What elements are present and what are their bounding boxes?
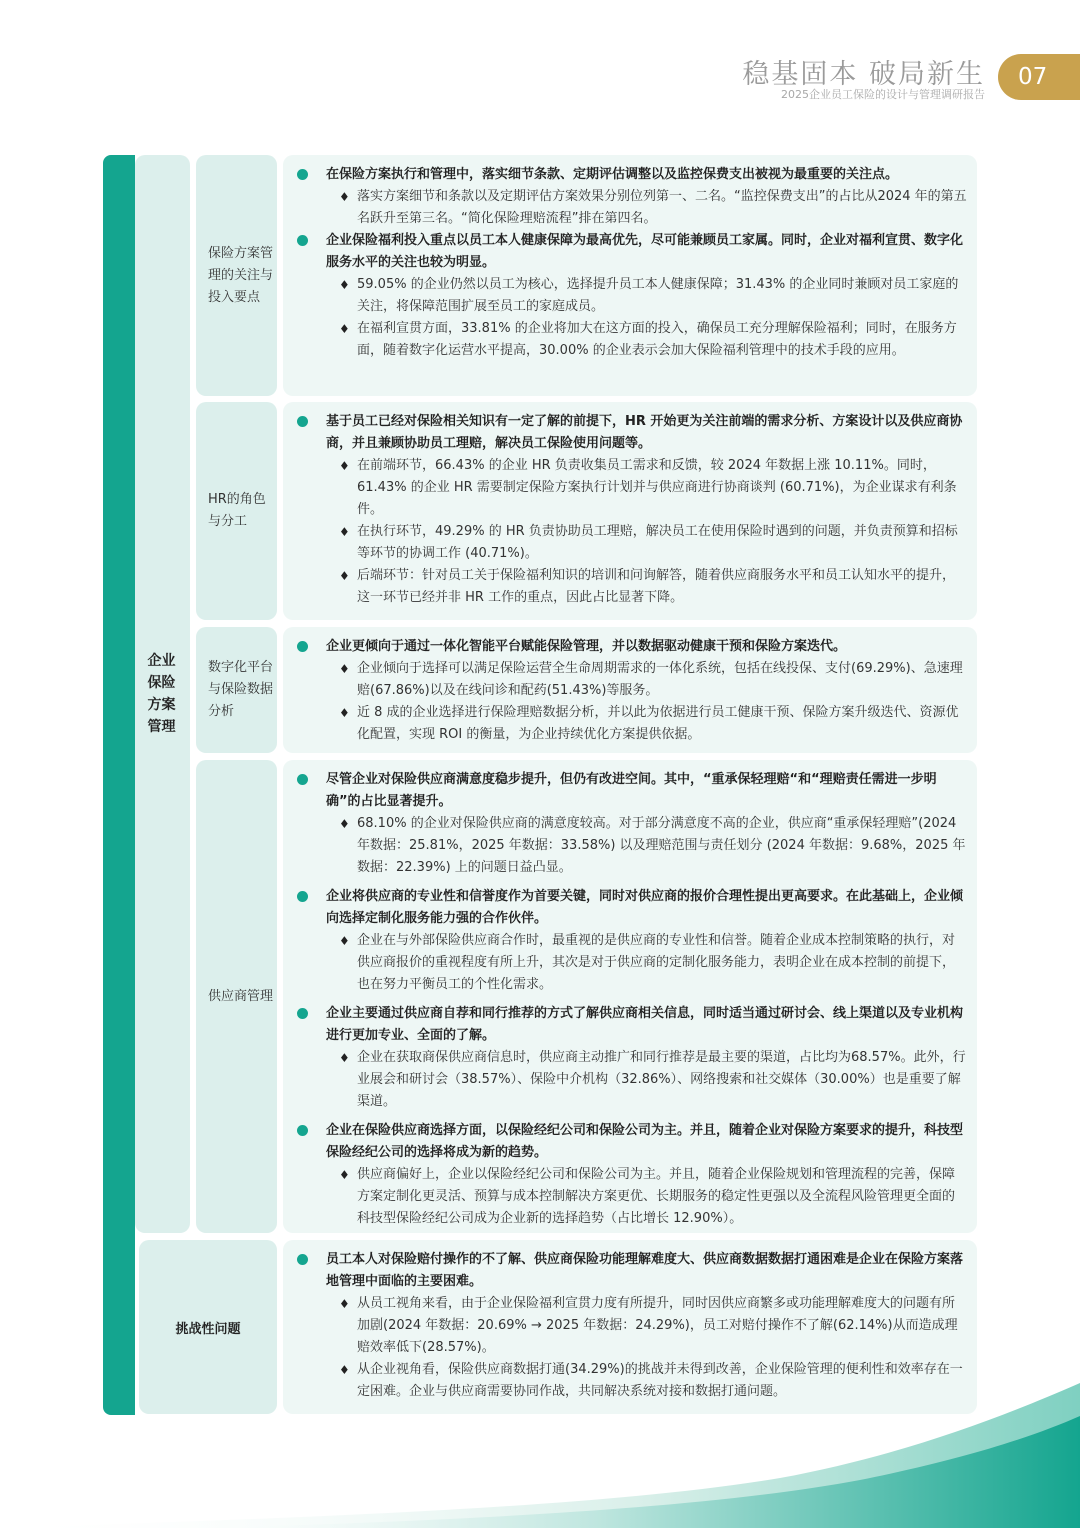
section-content <box>283 155 977 396</box>
detail-item: ♦ 68.10% 的企业对保险供应商的满意度较高。对于部分满意度不高的企业，供应商“重承保轻理赔”(2024 年数据：25.81%，2025 年数据：33.58%) 以及理赔范围与责任划分 (2024 年数据：9.68%，2025 年数据：22.39%) 上的问题日益凸显。 <box>297 813 967 879</box>
detail-item: ♦ 企业倾向于选择可以满足保险运营全生命周期需求的一体化系统，包括在线投保、支付(69.29%)、急速理赔(67.86%)以及在线问诊和配药(51.43%)等服务。 <box>297 658 967 702</box>
challenge-label: 挑战性问题 <box>175 1321 241 1337</box>
detail-item: ♦ 供应商偏好上，企业以保险经纪公司和保险公司为主。并且，随着企业保险规划和管理流程的完善，保障方案定制化更灵活、预算与成本控制解决方案更优、长期服务的稳定性更强以及全流程风险管理更全面的科技型保险经纪公司成为企业新的选择趋势（占比增长 12.90%）。 <box>297 1164 967 1230</box>
detail-item: ♦ 从企业视角看，保险供应商数据打通(34.29%)的挑战并未得到改善，企业保险管理的便利性和效率存在一定困难。企业与供应商需要协同作战，共同解决系统对接和数据打通问题。 <box>297 1359 967 1403</box>
key-point: 企业更倾向于通过一体化智能平台赋能保险管理，并以数据驱动健康干预和保险方案迭代。 <box>297 636 967 658</box>
category-cell <box>135 155 190 1233</box>
section-content <box>283 760 977 1233</box>
section-label: 保险方案管理的关注与投入要点 <box>208 245 274 305</box>
section-label: HR的角色与分工 <box>208 492 266 529</box>
section-label: 数字化平台与保险数据分析 <box>208 660 274 719</box>
detail-item: ♦ 在执行环节，49.29% 的 HR 负责协助员工理赔，解决员工在使用保险时遇到的问题，并负责预算和招标等环节的协调工作 (40.71%)。 <box>297 521 967 565</box>
category-accent-bar <box>103 155 135 1415</box>
key-point: 企业保险福利投入重点以员工本人健康保障为最高优先，尽可能兼顾员工家属。同时，企业对福利宣贯、数字化服务水平的关注也较为明显。 <box>297 230 967 274</box>
section-label-cell <box>196 627 277 753</box>
key-point: 企业在保险供应商选择方面，以保险经纪公司和保险公司为主。并且，随着企业对保险方案要求的提升，科技型保险经纪公司的选择将成为新的趋势。 <box>297 1120 967 1164</box>
header-title: 稳基固本 破局新生 <box>742 59 985 90</box>
key-point: 在保险方案执行和管理中，落实细节条款、定期评估调整以及监控保费支出被视为最重要的关注点。 <box>297 164 967 186</box>
page-number-badge: 07 <box>998 54 1080 100</box>
detail-item: ♦ 企业在与外部保险供应商合作时，最重视的是供应商的专业性和信誉。随着企业成本控制策略的执行，对供应商报价的重视程度有所上升，其次是对于供应商的定制化服务能力，表明企业在成本控制的前提下，也在努力平衡员工的个性化需求。 <box>297 930 967 996</box>
category-label: 企业保险方案管理 <box>147 653 176 735</box>
detail-item: ♦ 从员工视角来看，由于企业保险福利宣贯力度有所提升，同时因供应商繁多或功能理解难度大的问题有所加剧(2024 年数据：20.69% → 2025 年数据：24.29%)，员工对赔付操作不了解(62.14%)从而造成理赔效率低下(28.57%)。 <box>297 1293 967 1359</box>
key-point: 企业将供应商的专业性和信誉度作为首要关键，同时对供应商的报价合理性提出更高要求。在此基础上，企业倾向选择定制化服务能力强的合作伙伴。 <box>297 886 967 930</box>
decorative-wave <box>0 1368 1080 1528</box>
detail-item: ♦ 近 8 成的企业选择进行保险理赔数据分析，并以此为依据进行员工健康干预、保险方案升级迭代、资源优化配置，实现 ROI 的衡量，为企业持续优化方案提供依据。 <box>297 702 967 746</box>
detail-item: ♦ 在福利宣贯方面，33.81% 的企业将加大在这方面的投入，确保员工充分理解保险福利；同时，在服务方面，随着数字化运营水平提高，30.00% 的企业表示会加大保险福利管理中的技术手段的应用。 <box>297 318 967 362</box>
key-point: 员工本人对保险赔付操作的不了解、供应商保险功能理解难度大、供应商数据数据打通困难是企业在保险方案落地管理中面临的主要困难。 <box>297 1249 967 1293</box>
detail-item: ♦ 落实方案细节和条款以及定期评估方案效果分别位列第一、二名。“监控保费支出”的占比从2024 年的第五名跃升至第三名。“简化保险理赔流程”排在第四名。 <box>297 186 967 230</box>
section-label-cell <box>196 760 277 1233</box>
section-label-cell <box>196 402 277 620</box>
section-content <box>283 402 977 620</box>
header-subtitle: 2025企业员工保险的设计与管理调研报告 <box>781 88 985 101</box>
key-point: 基于员工已经对保险相关知识有一定了解的前提下，HR 开始更为关注前端的需求分析、方案设计以及供应商协商，并且兼顾协助员工理赔，解决员工保险使用问题等。 <box>297 411 967 455</box>
key-point: 尽管企业对保险供应商满意度稳步提升，但仍有改进空间。其中，“重承保轻理赔“和“理赔责任需进一步明确”的占比显著提升。 <box>297 769 967 813</box>
key-point: 企业主要通过供应商自荐和同行推荐的方式了解供应商相关信息，同时适当通过研讨会、线上渠道以及专业机构进行更加专业、全面的了解。 <box>297 1003 967 1047</box>
detail-item: ♦ 企业在获取商保供应商信息时，供应商主动推广和同行推荐是最主要的渠道，占比均为68.57%。此外，行业展会和研讨会（38.57%）、保险中介机构（32.86%）、网络搜索和社交媒体（30.00%）也是重要了解渠道。 <box>297 1047 967 1113</box>
section-content <box>283 627 977 753</box>
detail-item: ♦ 在前端环节，66.43% 的企业 HR 负责收集员工需求和反馈，较 2024 年数据上涨 10.11%。同时，61.43% 的企业 HR 需要制定保险方案执行计划并与供应商进行协商谈判 (60.71%)，为企业谋求有利条件。 <box>297 455 967 521</box>
detail-item: ♦ 后端环节：针对员工关于保险福利知识的培训和问询解答，随着供应商服务水平和员工认知水平的提升，这一环节已经并非 HR 工作的重点，因此占比显著下降。 <box>297 565 967 609</box>
section-label: 供应商管理 <box>208 988 274 1004</box>
detail-item: ♦ 59.05% 的企业仍然以员工为核心，选择提升员工本人健康保障；31.43% 的企业同时兼顾对员工家庭的关注，将保障范围扩展至员工的家庭成员。 <box>297 274 967 318</box>
section-label-cell <box>196 155 277 396</box>
